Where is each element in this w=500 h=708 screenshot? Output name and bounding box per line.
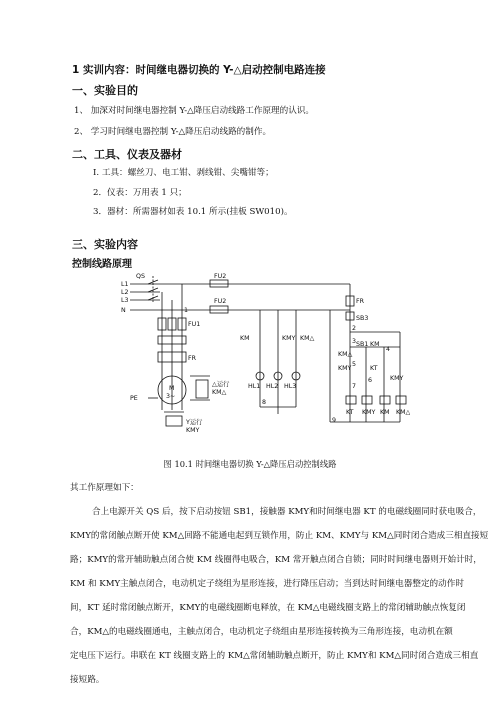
- tools-item-2: 2．仪表：万用表 1 只；: [93, 188, 187, 198]
- label-km-ctrl: KM: [370, 341, 380, 348]
- node-8: 8: [262, 399, 267, 406]
- process-line-1: 合上电源开关 QS 后，按下启动按钮 SB1，接触器 KMY和时间继电器 KT 的电磁线圈同时获电吸合，: [92, 507, 482, 517]
- label-L1: L1: [121, 281, 129, 288]
- tools-item-3: 3．器材：所需器材如表 10.1 所示(挂板 SW010)。: [93, 207, 293, 217]
- tools-item-1: Ⅰ. 工具：螺丝刀、电工钳、剥线钳、尖嘴钳等；: [93, 168, 274, 178]
- label-coil-kmd: KM△: [396, 409, 410, 416]
- label-kmd-ctrl: KM△: [338, 351, 353, 358]
- label-km-a: KM: [240, 335, 250, 342]
- label-N: N: [121, 307, 126, 314]
- label-coil-km: KM: [380, 409, 390, 416]
- purpose-item-2: 2、 学习时间继电器控制 Y-△降压启动线路的制作。: [74, 127, 272, 137]
- node-2: 2: [352, 325, 357, 332]
- label-kmy-ctrl: KMY: [338, 365, 352, 372]
- process-line-5: 间，KT 延时常闭触点断开，KMY的电磁线圈断电释放，在 KM△电磁线圈支路上的常闭辅助触点恢复闭: [70, 603, 466, 613]
- control-circuit-diagram: [100, 272, 410, 454]
- process-line-3: 路；KMY的常开辅助触点闭合使 KM 线圈得电吸合，KM 常开触点闭合自锁；同时时间继电器则开始计时，: [70, 555, 482, 565]
- label-fr-main: FR: [188, 355, 196, 362]
- node-7: 7: [352, 383, 357, 390]
- node-3: 3: [352, 338, 357, 345]
- label-delta-run-sub: KM△: [212, 389, 227, 396]
- label-fu2-top: FU2: [214, 273, 227, 280]
- page-title: 1 实训内容：时间继电器切换的 Y-△启动控制电路连接: [72, 64, 326, 76]
- process-intro: 其工作原理如下：: [70, 483, 139, 493]
- label-L3: L3: [121, 297, 129, 304]
- label-delta-run: △运行: [212, 381, 230, 388]
- section-heading-purpose: 一、实验目的: [72, 84, 138, 97]
- label-hl3: HL3: [284, 383, 297, 390]
- process-line-4: KM 和 KMY主触点闭合，电动机定子绕组为星形连接，进行降压启动；当到达时间继电器整定的动作时: [70, 579, 464, 589]
- node-9: 9: [332, 417, 337, 424]
- label-y-run-sub: KMY: [186, 427, 200, 434]
- label-QS: QS: [136, 273, 145, 280]
- process-line-8: 接短路。: [70, 675, 105, 685]
- label-fr-ctrl: FR: [356, 298, 364, 305]
- label-L2: L2: [121, 289, 129, 296]
- label-y-run: Y运行: [186, 419, 203, 426]
- label-sb3: SB3: [356, 315, 369, 322]
- label-kt: KT: [370, 365, 378, 372]
- purpose-item-1: 1、 加深对时间继电器控制 Y-△降压启动线路工作原理的认识。: [74, 106, 315, 116]
- process-line-6: 合，KM△的电磁线圈通电，主触点闭合，电动机定子绕组由星形连接转换为三角形连接，电动机在额: [70, 627, 453, 637]
- label-kmy-b: KMY: [390, 375, 404, 382]
- label-kmd-a: KM△: [300, 335, 315, 342]
- label-hl1: HL1: [248, 383, 261, 390]
- label-motor-sub: 3~: [166, 393, 176, 400]
- label-fu2-mid: FU2: [214, 298, 227, 305]
- label-coil-kt: KT: [346, 409, 354, 416]
- label-motor: M: [169, 385, 175, 392]
- process-line-2: KMY的常闭触点断开使 KM△回路不能通电起到互锁作用，防止 KM、KMY与 KM△同时闭合造成三相直接短: [70, 531, 489, 541]
- node-6: 6: [368, 377, 373, 384]
- section-subheading-circuit: 控制线路原理: [72, 259, 132, 270]
- figure-caption: 图 10.1 时间继电器切换 Y-△降压启动控制线路: [163, 459, 337, 469]
- node-5: 5: [352, 361, 357, 368]
- process-line-7: 定电压下运行。串联在 KT 线圈支路上的 KM△常闭辅助触点断开，防止 KMY和 KM△同时闭合造成三相直: [70, 651, 479, 661]
- label-sb1: SB1: [356, 341, 369, 348]
- node-4: 4: [386, 346, 391, 353]
- label-hl2: HL2: [266, 383, 279, 390]
- section-heading-tools: 二、工具、仪表及器材: [72, 148, 182, 161]
- section-heading-content: 三、实验内容: [72, 238, 138, 251]
- label-fu1: FU1: [188, 321, 201, 328]
- label-kmy-a: KMY: [282, 335, 296, 342]
- node-1: 1: [184, 307, 189, 314]
- label-coil-kmy: KMY: [362, 409, 376, 416]
- label-pe: PE: [130, 395, 138, 402]
